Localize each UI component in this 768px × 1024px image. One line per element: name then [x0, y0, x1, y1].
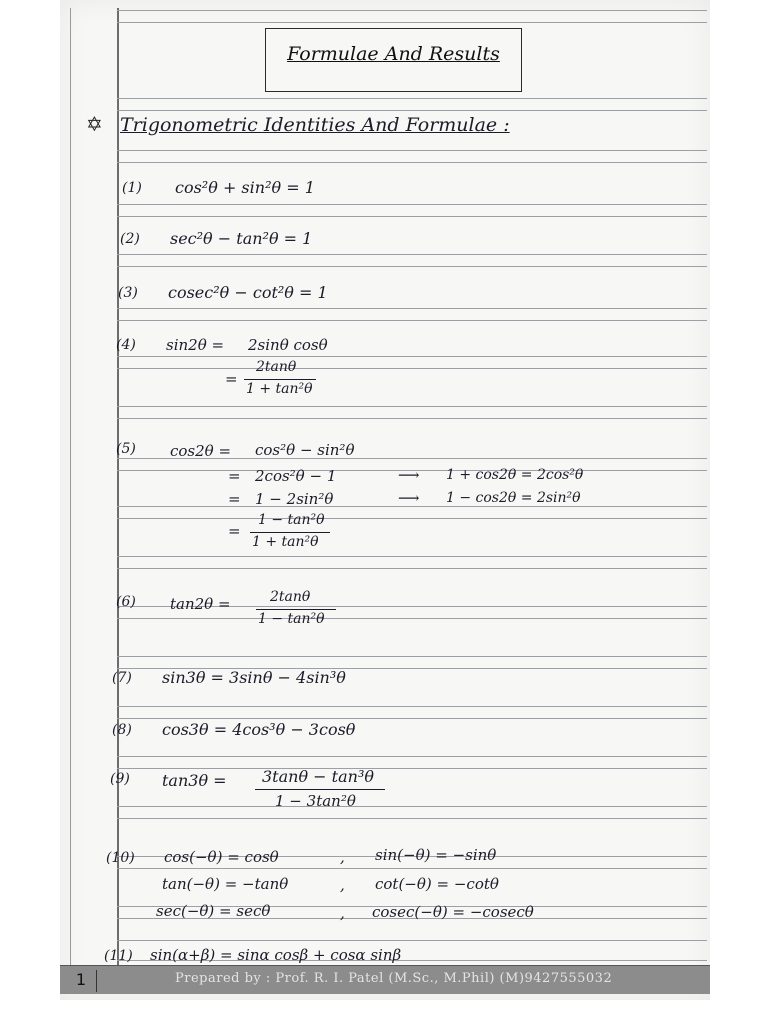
- page-number: 1: [66, 970, 97, 992]
- ruled-line: [117, 656, 707, 657]
- margin-line-outer: [70, 8, 71, 983]
- ruled-line: [117, 718, 707, 719]
- fraction-denominator: 1 + tan²θ: [252, 534, 319, 550]
- formula-expression: cosec(−θ) = −cosecθ: [372, 903, 534, 921]
- fraction-numerator: 1 − tan²θ: [258, 512, 325, 528]
- section-heading: Trigonometric Identities And Formulae :: [120, 114, 510, 136]
- fraction-numerator: 2tanθ: [256, 359, 297, 375]
- formula-number: (5): [116, 441, 136, 457]
- ruled-line: [117, 266, 707, 267]
- margin-line: [117, 8, 119, 993]
- ruled-line: [117, 98, 707, 99]
- formula-expression: sin(−θ) = −sinθ: [375, 846, 497, 864]
- ruled-line: [117, 818, 707, 819]
- ruled-line: [117, 406, 707, 407]
- formula-lhs: cos2θ =: [170, 442, 232, 460]
- ruled-line: [117, 618, 707, 619]
- formula-number: (3): [118, 285, 138, 301]
- formula-expression: sec(−θ) = secθ: [156, 902, 271, 920]
- fraction-denominator: 1 − tan²θ: [258, 611, 325, 627]
- formula-expression: cosec²θ − cot²θ = 1: [168, 283, 328, 302]
- formula-expression: cot(−θ) = −cotθ: [375, 875, 499, 893]
- ruled-line: [117, 568, 707, 569]
- equals-sign: =: [228, 467, 241, 485]
- ruled-line: [117, 768, 707, 769]
- equals-sign: =: [225, 370, 238, 388]
- formula-expression: cos3θ = 4cos³θ − 3cosθ: [162, 720, 356, 739]
- title-box: [265, 28, 522, 92]
- ruled-line: [117, 368, 707, 369]
- ruled-line: [117, 940, 707, 941]
- ruled-line: [117, 254, 707, 255]
- formula-expression: 2sinθ cosθ: [248, 336, 328, 354]
- ruled-line: [117, 518, 707, 519]
- formula-expression: 1 − 2sin²θ: [255, 490, 334, 508]
- ruled-line: [117, 110, 707, 111]
- formula-number: (9): [110, 771, 130, 787]
- formula-lhs: tan3θ =: [162, 771, 227, 790]
- formula-number: (10): [106, 850, 135, 866]
- formula-number: (2): [120, 231, 140, 247]
- formula-number: (1): [122, 180, 142, 196]
- formula-expression: sin3θ = 3sinθ − 4sin³θ: [162, 668, 346, 687]
- ruled-line: [117, 150, 707, 151]
- ruled-line: [117, 756, 707, 757]
- fraction-denominator: 1 − 3tan²θ: [275, 792, 356, 810]
- ruled-line: [117, 10, 707, 11]
- ruled-line: [117, 418, 707, 419]
- formula-expression: 2cos²θ − 1: [255, 467, 337, 485]
- formula-number: (11): [104, 948, 133, 964]
- formula-note: 1 + cos2θ = 2cos²θ: [446, 467, 584, 483]
- formula-note: 1 − cos2θ = 2sin²θ: [446, 490, 581, 506]
- fraction-numerator: 2tanθ: [270, 589, 311, 605]
- formula-number: (8): [112, 722, 132, 738]
- formula-expression: sin(α+β) = sinα cosβ + cosα sinβ: [150, 946, 402, 964]
- formula-lhs: tan2θ =: [170, 595, 231, 613]
- fraction-bar: [255, 789, 385, 790]
- ruled-line: [117, 162, 707, 163]
- ruled-line: [117, 22, 707, 23]
- formula-expression: cos(−θ) = cosθ: [164, 848, 279, 866]
- formula-number: (6): [116, 594, 136, 610]
- page-title: Formulae And Results: [287, 43, 500, 65]
- ruled-line: [117, 320, 707, 321]
- formula-expression: cos²θ + sin²θ = 1: [175, 178, 315, 197]
- comma: ,: [340, 876, 345, 894]
- fraction-denominator: 1 + tan²θ: [246, 381, 313, 397]
- fraction-numerator: 3tanθ − tan³θ: [262, 767, 374, 786]
- formula-number: (7): [112, 670, 132, 686]
- ruled-line: [117, 706, 707, 707]
- ruled-line: [117, 216, 707, 217]
- comma: ,: [340, 904, 345, 922]
- arrow-icon: ⟶: [398, 489, 420, 507]
- ruled-line: [117, 308, 707, 309]
- formula-number: (4): [116, 337, 136, 353]
- ruled-line: [117, 556, 707, 557]
- ruled-line: [117, 204, 707, 205]
- ruled-line: [117, 356, 707, 357]
- star-of-david-icon: ✡: [86, 112, 103, 136]
- comma: ,: [340, 848, 345, 866]
- equals-sign: =: [228, 522, 241, 540]
- footer-credit: Prepared by : Prof. R. I. Patel (M.Sc., M.Phil) (M)9427555032: [175, 971, 613, 986]
- ruled-line: [117, 806, 707, 807]
- arrow-icon: ⟶: [398, 466, 420, 484]
- formula-expression: tan(−θ) = −tanθ: [162, 875, 289, 893]
- formula-lhs: sin2θ =: [166, 336, 225, 354]
- formula-expression: cos²θ − sin²θ: [255, 441, 355, 459]
- formula-expression: sec²θ − tan²θ = 1: [170, 229, 313, 248]
- equals-sign: =: [228, 490, 241, 508]
- ruled-line: [117, 868, 707, 869]
